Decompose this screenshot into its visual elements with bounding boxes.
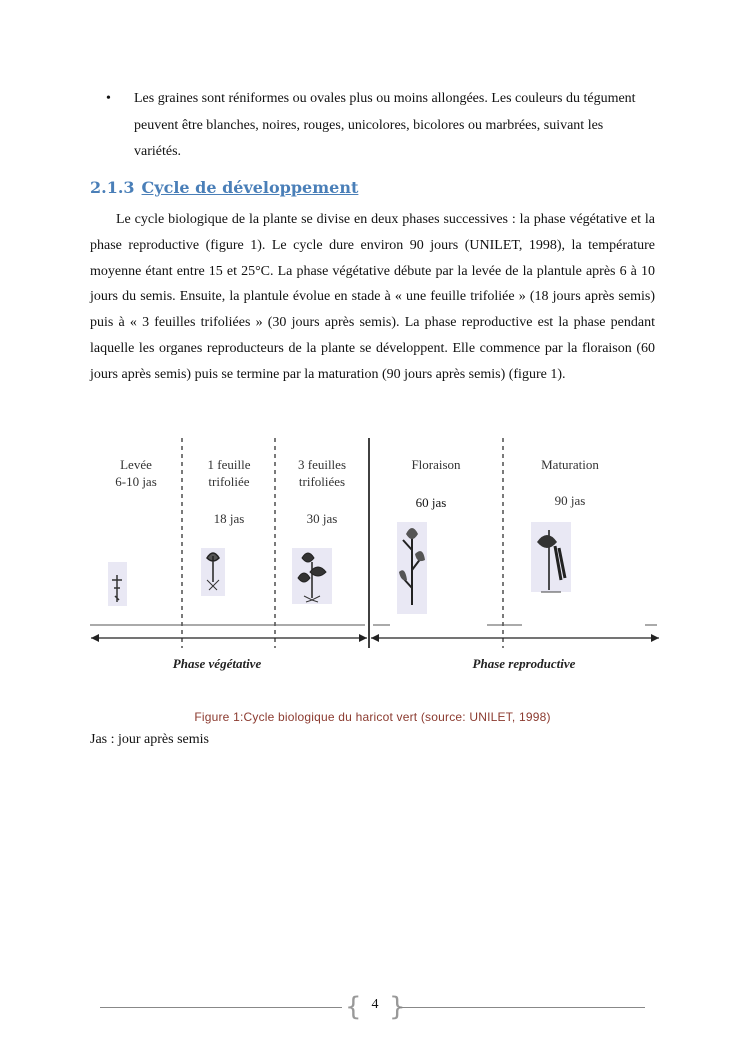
footer-bracket-right: } (389, 992, 406, 1022)
stage-5-line1: Maturation (541, 457, 599, 472)
bullet-item (106, 86, 636, 166)
bullet-dot: • (106, 91, 111, 106)
footer-line-left (100, 1007, 342, 1008)
stage-4-line1: Floraison (411, 457, 461, 472)
phase-vegetative-label: Phase végétative (172, 656, 262, 671)
stage-1-line2: 6-10 jas (115, 474, 157, 489)
stage-3-line1: 3 feuilles (297, 457, 347, 472)
body-paragraph: Le cycle biologique de la plante se divise en deux phases successives : la phase végétative et la phase reproductive (figure 1). Le cycle dure environ 90 jours (UNILET, 1998), la température moyenne étant entre 15 et 25°C. La phase végétative débute par la levée de la plantule après 6 à 10 jours du semis. Ensuite, la plantule évolue en stade à « une feuille trifoliée » (18 jours après semis) puis à « 3 feuilles trifoliées » (30 jours après semis). La phase reproductive est la phase pendant laquelle les organes reproducteurs de la plante se développent. Elle commence par la floraison (60 jours après semis) puis se termine par la maturation (90 jours après semis) (figure 1). (90, 212, 655, 382)
one-leaf-plant-image (201, 548, 225, 596)
section-number: 2.1.3 (90, 178, 135, 197)
footer-line-right (399, 1007, 645, 1008)
abbreviation-note: Jas : jour après semis (90, 732, 209, 747)
three-leaf-plant-image (292, 548, 332, 604)
stage-2-line2: trifoliée (208, 474, 250, 489)
bullet-text: Les graines sont réniformes ou ovales plus ou moins allongées. Les couleurs du tégument peuvent être blanches, noires, rouges, unicolores, bicolores ou marbrées, suivant les variétés. (134, 91, 636, 159)
stage-4-days: 60 jas (415, 495, 447, 510)
stage-2-line1: 1 feuille (207, 457, 251, 472)
seedling-image (108, 562, 127, 606)
page-footer (100, 993, 645, 1023)
figure-cycle (85, 430, 665, 695)
flowering-plant-image (397, 522, 427, 614)
cycle-diagram (85, 430, 665, 695)
mature-plant-image (531, 522, 571, 592)
section-title: Cycle de développement (141, 178, 359, 197)
figure-caption: Figure 1:Cycle biologique du haricot vert (source: UNILET, 1998) (194, 710, 551, 724)
stage-2-days: 18 jas (213, 511, 245, 526)
footer-bracket-left: { (345, 992, 362, 1022)
stage-3-line2: trifoliées (298, 474, 346, 489)
stage-3-days: 30 jas (306, 511, 338, 526)
phase-reproductive-label: Phase reproductive (472, 656, 576, 671)
stage-5-days: 90 jas (554, 493, 586, 508)
section-heading (90, 178, 358, 197)
stage-1-line1: Levée (120, 457, 152, 472)
page-number: 4 (371, 997, 379, 1012)
